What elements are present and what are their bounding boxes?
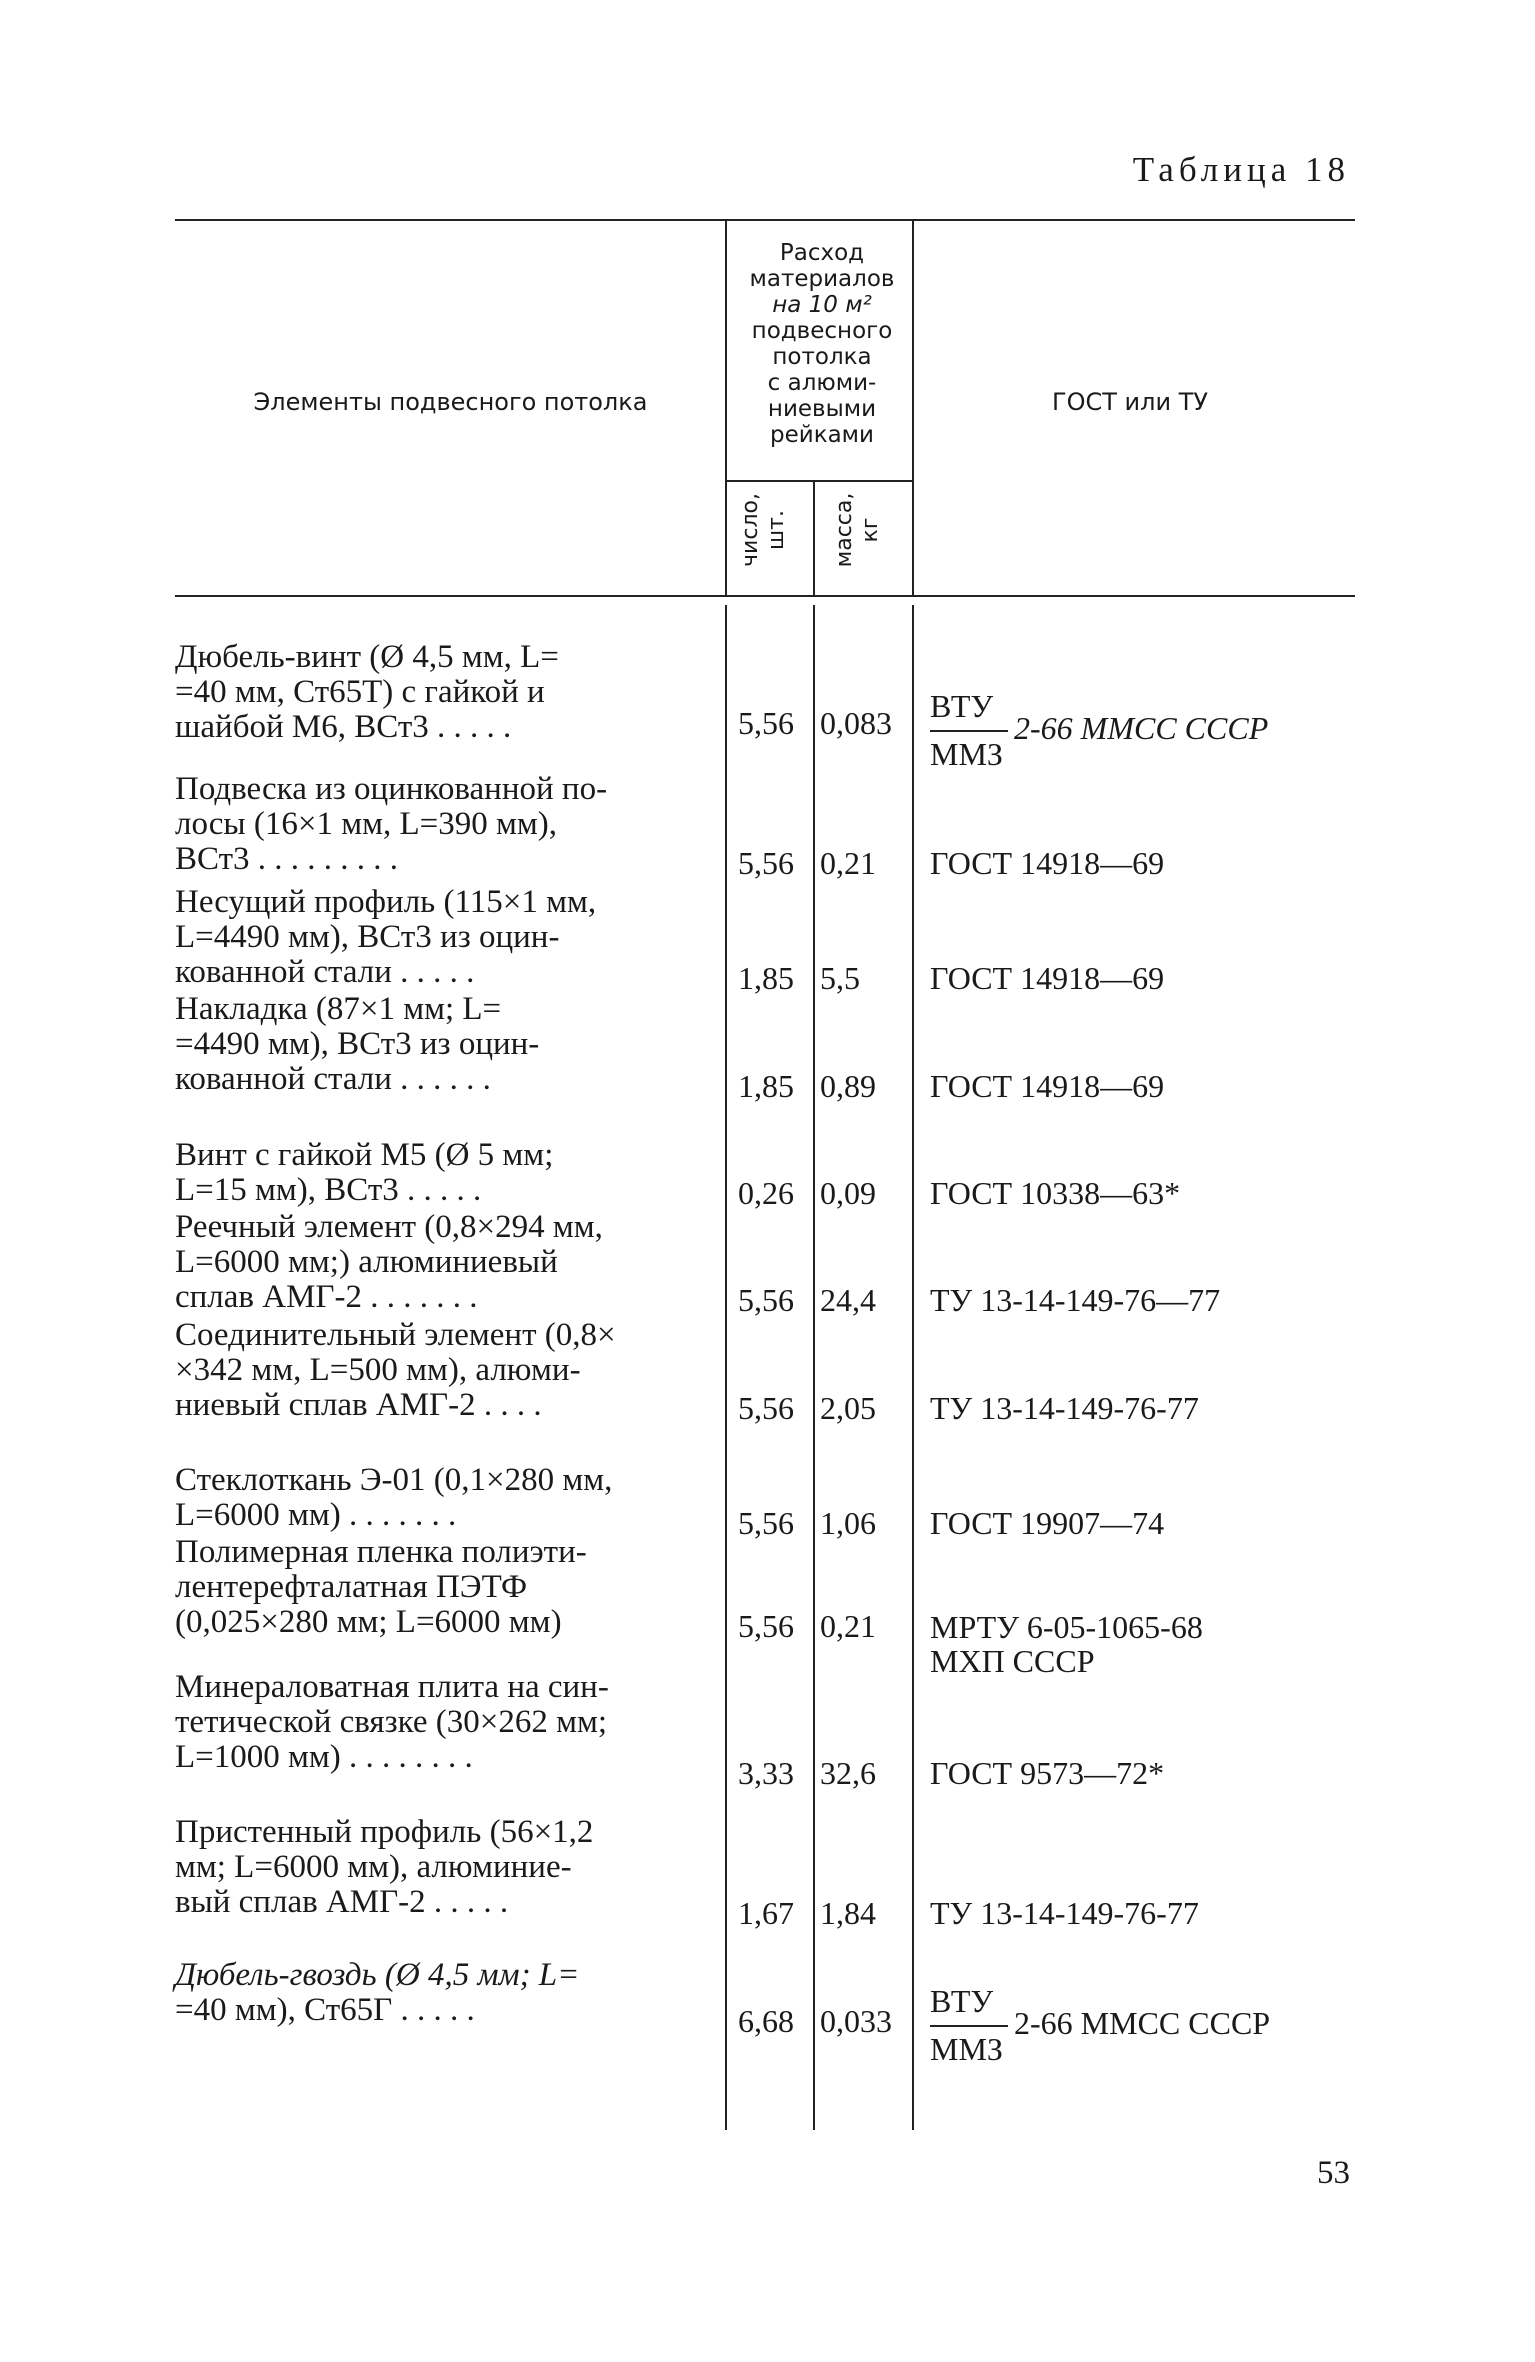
row-description	[175, 1463, 715, 1533]
header-materials-line: потолка	[772, 344, 872, 370]
column-divider-count-mass-body	[813, 605, 815, 2130]
gost-line: МРТУ 6-05-1065-68	[930, 1609, 1203, 1645]
table-top-rule	[175, 219, 1355, 221]
row-mass: 24,4	[820, 1282, 876, 1318]
row-description	[175, 772, 715, 877]
row-gost: ТУ 13-14-149-76-77	[930, 1895, 1199, 1931]
row-count: 1,67	[738, 1895, 794, 1931]
row-gost: ТУ 13-14-149-76—77	[930, 1282, 1221, 1318]
desc-line: Соединительный элемент (0,8×	[175, 1317, 616, 1353]
row-mass: 0,21	[820, 845, 876, 881]
header-materials-line: на 10 м²	[772, 292, 872, 318]
row-mass: 32,6	[820, 1755, 876, 1791]
header-mass-line: масса,	[832, 492, 857, 568]
desc-line: Пристенный профиль (56×1,2	[175, 1814, 594, 1850]
fraction-bar	[930, 730, 1008, 732]
desc-line: Подвеска из оцинкованной по-	[175, 771, 608, 807]
desc-line: Реечный элемент (0,8×294 мм,	[175, 1209, 603, 1245]
desc-line: лентерефталатная ПЭТФ	[175, 1569, 528, 1605]
gost-suffix: 2-66 ММСС СССР	[1014, 2005, 1271, 2041]
desc-line: ×342 мм, L=500 мм), алюми-	[175, 1352, 581, 1388]
row-gost: ГОСТ 19907—74	[930, 1505, 1165, 1541]
header-gost: ГОСТ или ТУ	[1051, 388, 1209, 416]
page-number: 53	[1317, 2155, 1350, 2191]
desc-line: ВСт3 . . . . . . . . .	[175, 841, 399, 877]
row-mass: 0,083	[820, 705, 892, 741]
row-count: 1,85	[738, 960, 794, 996]
row-count: 5,56	[738, 845, 794, 881]
desc-line: Дюбель-гвоздь (Ø 4,5 мм; L=	[175, 1957, 580, 1993]
desc-line: L=6000 мм) . . . . . . .	[175, 1497, 457, 1533]
row-mass: 0,033	[820, 2003, 892, 2039]
row-description	[175, 640, 715, 745]
header-materials	[732, 240, 912, 448]
row-count: 5,56	[738, 1505, 794, 1541]
gost-suffix: 2-66 ММСС СССР	[1014, 710, 1269, 746]
row-mass: 2,05	[820, 1390, 876, 1426]
row-mass: 1,84	[820, 1895, 876, 1931]
row-description	[175, 1958, 715, 2028]
desc-line: Стеклоткань Э-01 (0,1×280 мм,	[175, 1462, 613, 1498]
desc-line: сплав АМГ-2 . . . . . . .	[175, 1279, 478, 1315]
row-mass: 0,89	[820, 1068, 876, 1104]
desc-line: Минераловатная плита на син-	[175, 1669, 609, 1705]
gost-line: МХП СССР	[930, 1643, 1095, 1679]
row-description	[175, 992, 715, 1097]
desc-line: шайбой М6, ВСт3 . . . . .	[175, 709, 512, 745]
row-mass: 1,06	[820, 1505, 876, 1541]
desc-line: =4490 мм), ВСт3 из оцин-	[175, 1026, 540, 1062]
header-materials-line: рейками	[770, 422, 874, 448]
desc-line: L=6000 мм;) алюминиевый	[175, 1244, 558, 1280]
header-materials-line: ниевыми	[767, 396, 877, 422]
row-count: 5,56	[738, 1608, 794, 1644]
desc-line: Накладка (87×1 мм; L=	[175, 991, 502, 1027]
desc-line: вый сплав АМГ-2 . . . . .	[175, 1884, 509, 1920]
header-materials-line: материалов	[749, 266, 895, 292]
gost-numerator: ВТУ	[930, 1983, 994, 2019]
desc-line: L=4490 мм), ВСт3 из оцин-	[175, 919, 560, 955]
row-description	[175, 1535, 715, 1640]
desc-line: мм; L=6000 мм), алюминие-	[175, 1849, 572, 1885]
desc-line: (0,025×280 мм; L=6000 мм)	[175, 1604, 562, 1640]
row-mass: 0,21	[820, 1608, 876, 1644]
desc-line: Дюбель-винт (Ø 4,5 мм, L=	[175, 639, 559, 675]
desc-line: кованной стали . . . . . .	[175, 1061, 491, 1097]
desc-line: Полимерная пленка полиэти-	[175, 1534, 587, 1570]
row-gost: ГОСТ 9573—72*	[930, 1755, 1165, 1791]
desc-line: кованной стали . . . . .	[175, 954, 475, 990]
column-divider-gost-body	[912, 605, 914, 2130]
desc-line: Винт с гайкой М5 (Ø 5 мм;	[175, 1137, 554, 1173]
row-gost: ГОСТ 14918—69	[930, 845, 1165, 881]
header-count	[738, 470, 790, 590]
row-mass: 0,09	[820, 1175, 876, 1211]
row-count: 5,56	[738, 705, 794, 741]
row-count: 0,26	[738, 1175, 794, 1211]
row-description	[175, 1670, 715, 1775]
header-bottom-rule	[175, 595, 1355, 597]
row-gost: ГОСТ 14918—69	[930, 960, 1165, 996]
desc-line: L=1000 мм) . . . . . . . .	[175, 1739, 473, 1775]
fraction-bar	[930, 2025, 1008, 2027]
column-divider-count-mass-header	[813, 480, 815, 595]
column-divider-elements-body	[725, 605, 727, 2130]
header-mass-line: кг	[858, 517, 883, 543]
desc-line: Несущий профиль (115×1 мм,	[175, 884, 597, 920]
row-count: 5,56	[738, 1282, 794, 1318]
row-description	[175, 885, 715, 990]
row-count: 3,33	[738, 1755, 794, 1791]
desc-line: =40 мм), Ст65Г . . . . .	[175, 1992, 475, 2028]
column-divider-elements	[725, 219, 727, 595]
row-count: 5,56	[738, 1390, 794, 1426]
row-description	[175, 1210, 715, 1315]
desc-line: ниевый сплав АМГ-2 . . . .	[175, 1387, 542, 1423]
header-materials-line: Расход	[779, 240, 865, 266]
row-gost: ТУ 13-14-149-76-77	[930, 1390, 1199, 1426]
row-count: 1,85	[738, 1068, 794, 1104]
header-count-line: число,	[738, 493, 763, 567]
header-mass	[832, 470, 884, 590]
gost-denominator: ММЗ	[930, 2031, 1003, 2067]
row-count: 6,68	[738, 2003, 794, 2039]
row-description	[175, 1138, 715, 1208]
row-description	[175, 1815, 715, 1920]
desc-line: тетической связке (30×262 мм;	[175, 1704, 608, 1740]
header-materials-line: с алюми-	[767, 370, 877, 396]
desc-line: лосы (16×1 мм, L=390 мм),	[175, 806, 557, 842]
header-elements: Элементы подвесного потолка	[253, 388, 648, 416]
row-gost: ГОСТ 10338—63*	[930, 1175, 1181, 1211]
gost-numerator: ВТУ	[930, 688, 994, 724]
desc-line: L=15 мм), ВСт3 . . . . .	[175, 1172, 482, 1208]
row-gost: ГОСТ 14918—69	[930, 1068, 1165, 1104]
column-divider-gost-header	[912, 219, 914, 595]
row-gost-multiline	[930, 1610, 1203, 1678]
row-description	[175, 1318, 715, 1423]
header-count-line: шт.	[764, 510, 789, 550]
gost-denominator: ММЗ	[930, 736, 1003, 772]
row-mass: 5,5	[820, 960, 860, 996]
desc-line: =40 мм, Ст65Т) с гайкой и	[175, 674, 545, 710]
header-materials-line: подвесного	[751, 318, 893, 344]
table-caption: Таблица 18	[1132, 150, 1350, 189]
